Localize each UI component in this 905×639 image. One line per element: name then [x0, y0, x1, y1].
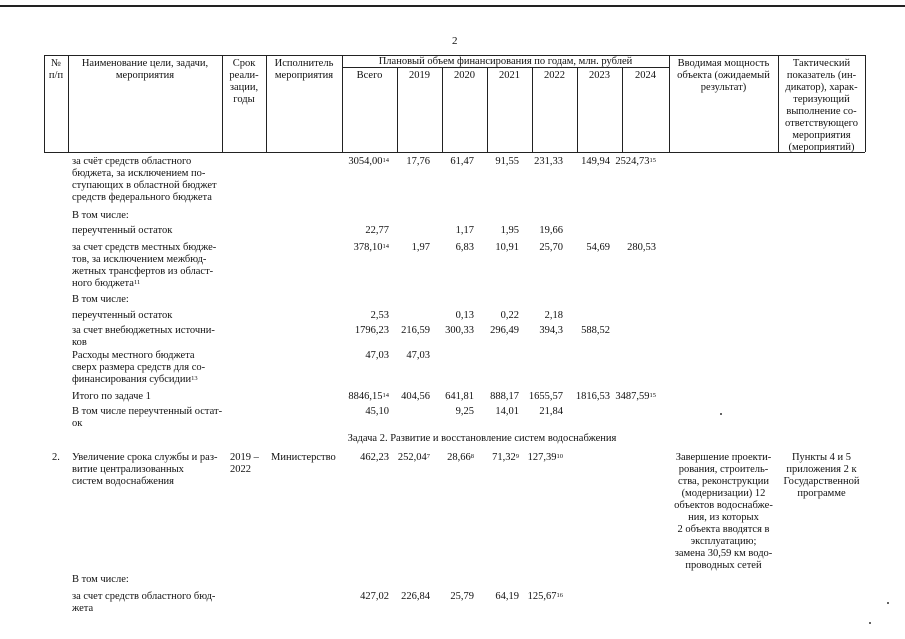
footnote-mark: 14: [382, 392, 389, 399]
header-number: № п/п: [48, 58, 64, 81]
item2-capacity: Завершение проекти- рования, строитель- ства, реконструкции (модернизации) 12 объектов водоснабже- ния, из которых 2 объекта вводятся в эксплуатацию; замена 30,59 км водо- проводных сетей: [674, 452, 773, 571]
amount-value: 280,53: [627, 242, 656, 253]
amount-value: 0,13: [455, 310, 474, 321]
amount-cell: [615, 156, 656, 168]
amount-cell: [412, 242, 430, 254]
amount-value: 14,01: [495, 406, 519, 417]
item2-executor: Министерство: [271, 452, 336, 463]
amount-value: 252,04: [397, 452, 427, 463]
amount-cell: [360, 591, 389, 603]
amount-cell: [615, 391, 656, 403]
row-label: [72, 350, 205, 386]
amount-cell: [456, 242, 474, 254]
amount-value: 8846,15: [348, 391, 383, 402]
header-total: Всего: [356, 70, 383, 81]
amount-value: 641,81: [445, 391, 474, 402]
amount-value: 28,66: [447, 452, 471, 463]
item2-name: Увеличение срока службы и раз- витие централизованных систем водоснабжения: [72, 452, 218, 487]
amount-value: 22,77: [365, 225, 389, 236]
amount-value: 17,76: [406, 156, 430, 167]
footnote-mark: 8: [470, 453, 474, 460]
amount-cell: [445, 391, 474, 403]
speck: [720, 413, 722, 415]
amount-cell: [495, 406, 519, 418]
footnote-mark: 14: [382, 243, 389, 250]
amount-cell: [586, 242, 610, 254]
header-indicator: Тактический показатель (ин- дикатор), харак- теризующий выполнение со- ответствующего мероприятия (мероприятий): [785, 58, 858, 153]
amount-cell: [365, 406, 389, 418]
amount-value: 588,52: [581, 325, 610, 336]
amount-cell: [360, 452, 389, 464]
header-plan: Плановый объем финансирования по годам, млн. рублей: [378, 56, 633, 67]
amount-cell: [450, 591, 474, 603]
header-year: 2021: [499, 70, 520, 81]
row-label-text: за счет средств областного бюд- жета: [72, 591, 216, 614]
amount-value: 1,97: [411, 242, 430, 253]
amount-cell: [539, 242, 563, 254]
amount-cell: [490, 391, 519, 403]
amount-cell: [545, 310, 563, 322]
amount-cell: [576, 391, 610, 403]
amount-cell: [401, 325, 430, 337]
row-label: [72, 242, 216, 290]
amount-cell: [406, 156, 430, 168]
amount-value: 404,56: [401, 391, 430, 402]
amount-value: 71,32: [492, 452, 516, 463]
page-number: 2: [452, 35, 458, 47]
row-label-text: переучтенный остаток: [72, 310, 173, 321]
amount-cell: [365, 350, 389, 362]
header-year: 2024: [635, 70, 656, 81]
header-name: Наименование цели, задачи, мероприятия: [81, 58, 209, 81]
amount-value: 47,03: [406, 350, 430, 361]
amount-value: 61,47: [450, 156, 474, 167]
amount-cell: [501, 310, 519, 322]
amount-cell: [534, 156, 563, 168]
amount-cell: [501, 225, 519, 237]
amount-cell: [581, 156, 610, 168]
amount-cell: [406, 350, 430, 362]
amount-cell: [539, 225, 563, 237]
page-top-rule: [0, 5, 905, 7]
row-label: [72, 225, 172, 237]
row-label-text: за счёт средств областного бюджета, за исключением по- ступающих в областной бюджет средств федерального бюджета: [72, 156, 217, 203]
amount-cell: [456, 406, 474, 418]
amount-value: 300,33: [445, 325, 474, 336]
speck: [869, 622, 871, 624]
amount-value: 2,53: [370, 310, 389, 321]
row-label: [72, 591, 215, 615]
amount-value: 54,69: [586, 242, 610, 253]
amount-cell: [495, 242, 519, 254]
amount-cell: [528, 591, 563, 603]
amount-cell: [354, 242, 389, 254]
footnote-mark: 15: [649, 392, 656, 399]
amount-value: 427,02: [360, 591, 389, 602]
speck: [887, 602, 889, 604]
amount-cell: [492, 452, 519, 464]
row-label: [72, 391, 151, 403]
footnote-mark: 9: [515, 453, 519, 460]
row-label-text: за счет средств местных бюдже- тов, за исключением межбюд- жетных трансфертов из област- ного бюджета: [72, 242, 217, 289]
item2-term: 2019 – 2022: [230, 452, 259, 475]
amount-value: 91,55: [495, 156, 519, 167]
header-year: 2022: [544, 70, 565, 81]
row-label-text: В том числе:: [72, 210, 129, 221]
amount-value: 2524,73: [615, 156, 650, 167]
amount-value: 25,70: [539, 242, 563, 253]
amount-value: 25,79: [450, 591, 474, 602]
amount-cell: [495, 591, 519, 603]
row-label-text: В том числе:: [72, 294, 129, 305]
row-label-text: Расходы местного бюджета сверх размера средств для со- финансирования субсидии: [72, 350, 206, 385]
amount-cell: [528, 452, 563, 464]
amount-value: 1816,53: [575, 391, 610, 402]
header-executor: Исполнитель мероприятия: [274, 58, 334, 81]
footnote-mark: 14: [382, 157, 389, 164]
amount-value: 125,67: [527, 591, 557, 602]
row-label-text: В том числе:: [72, 574, 129, 585]
amount-value: 6,83: [455, 242, 474, 253]
amount-value: 378,10: [353, 242, 383, 253]
amount-cell: [539, 325, 563, 337]
amount-value: 127,39: [527, 452, 557, 463]
amount-cell: [355, 325, 389, 337]
footnote-mark: 11: [133, 279, 141, 286]
amount-value: 1,95: [500, 225, 519, 236]
header-year: 2019: [409, 70, 430, 81]
amount-value: 19,66: [539, 225, 563, 236]
header-bottom-rule: [44, 152, 865, 153]
amount-cell: [456, 225, 474, 237]
amount-cell: [456, 310, 474, 322]
amount-value: 0,22: [500, 310, 519, 321]
header-year: 2023: [589, 70, 610, 81]
amount-value: 462,23: [360, 452, 389, 463]
amount-value: 1,17: [455, 225, 474, 236]
row-label: [72, 325, 215, 349]
amount-value: 296,49: [490, 325, 519, 336]
amount-value: 394,3: [539, 325, 563, 336]
amount-value: 47,03: [365, 350, 389, 361]
task2-heading: Задача 2. Развитие и восстановление систем водоснабжения: [347, 433, 617, 444]
amount-cell: [490, 325, 519, 337]
amount-value: 216,59: [401, 325, 430, 336]
amount-cell: [371, 310, 389, 322]
amount-value: 888,17: [490, 391, 519, 402]
amount-value: 3054,00: [348, 156, 383, 167]
row-label-text: переучтенный остаток: [72, 225, 173, 236]
row-label-text: за счет внебюджетных источни- ков: [72, 325, 215, 348]
footnote-mark: 16: [556, 592, 563, 599]
footnote-mark: 10: [556, 453, 563, 460]
row-label: [72, 156, 217, 204]
header-year: 2020: [454, 70, 475, 81]
amount-value: 9,25: [455, 406, 474, 417]
row-label-text: В том числе переучтенный остат- ок: [72, 406, 223, 429]
header-term: Срок реали- зации, годы: [229, 58, 259, 105]
amount-cell: [445, 325, 474, 337]
amount-value: 226,84: [401, 591, 430, 602]
amount-value: 2,18: [544, 310, 563, 321]
amount-value: 21,84: [539, 406, 563, 417]
amount-cell: [401, 391, 430, 403]
footnote-mark: 13: [191, 375, 198, 382]
row-label-text: Итого по задаче 1: [72, 391, 151, 402]
amount-cell: [581, 325, 610, 337]
row-label: [72, 294, 129, 306]
amount-cell: [348, 391, 389, 403]
amount-value: 231,33: [534, 156, 563, 167]
amount-cell: [529, 391, 563, 403]
amount-value: 1796,23: [354, 325, 389, 336]
amount-value: 3487,59: [615, 391, 650, 402]
amount-value: 45,10: [365, 406, 389, 417]
amount-cell: [348, 156, 389, 168]
amount-value: 149,94: [581, 156, 610, 167]
amount-cell: [401, 591, 430, 603]
amount-cell: [495, 156, 519, 168]
amount-cell: [627, 242, 656, 254]
header-capacity: Вводимая мощность объекта (ожидаемый результат): [677, 58, 770, 93]
amount-cell: [365, 225, 389, 237]
item2-indicator: Пункты 4 и 5 приложения 2 к Государственной программе: [783, 452, 860, 499]
amount-cell: [398, 452, 430, 464]
row-label: [72, 310, 172, 322]
amount-value: 64,19: [495, 591, 519, 602]
amount-cell: [450, 156, 474, 168]
amount-value: 1655,57: [528, 391, 563, 402]
col-line: [865, 55, 866, 152]
row-label: [72, 406, 222, 430]
item2-number: 2.: [52, 452, 60, 463]
amount-cell: [447, 452, 474, 464]
amount-cell: [539, 406, 563, 418]
footnote-mark: 15: [649, 157, 656, 164]
row-label: [72, 210, 129, 222]
amount-value: 10,91: [495, 242, 519, 253]
row-label: [72, 574, 129, 586]
footnote-mark: 7: [426, 453, 430, 460]
